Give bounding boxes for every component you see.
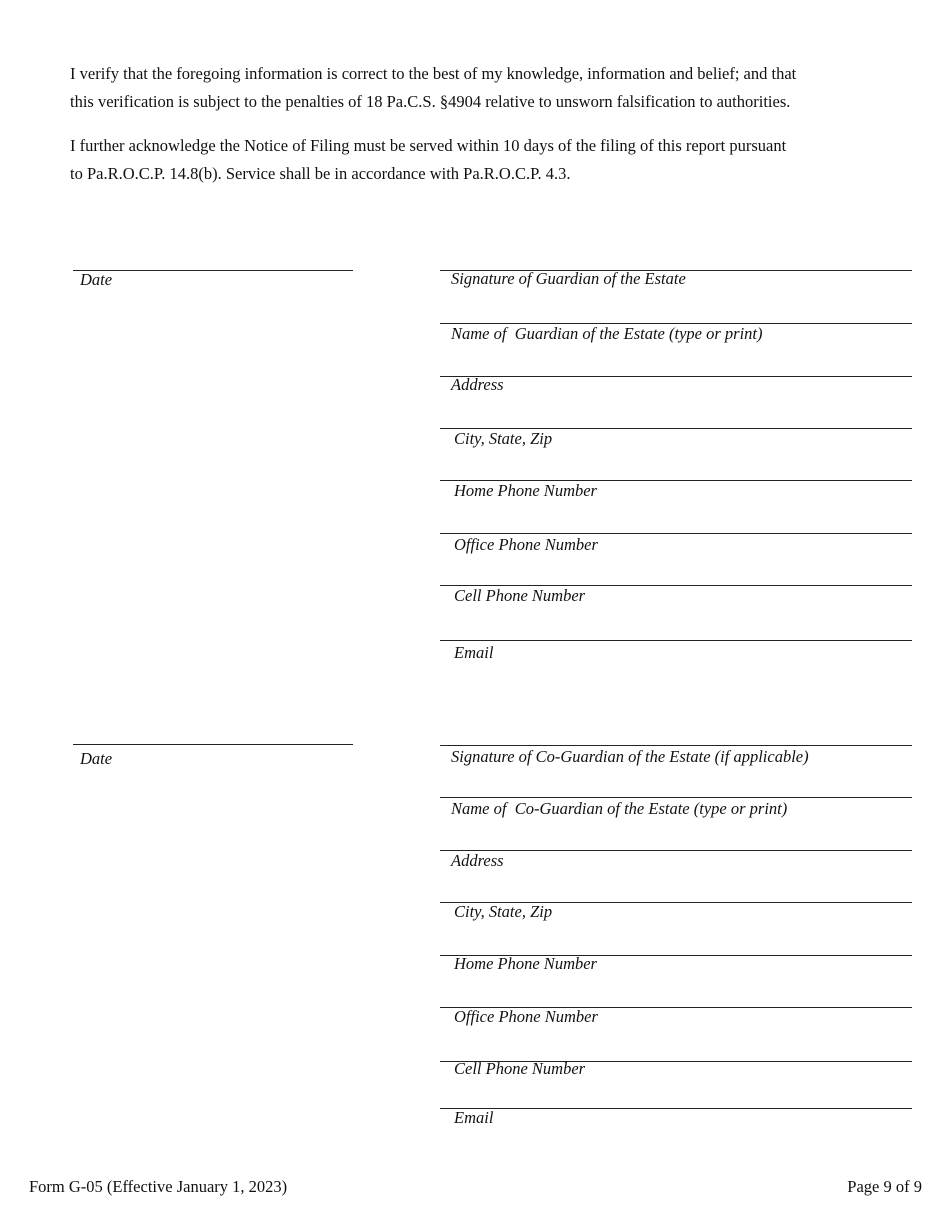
guardian-address-line[interactable]: [440, 376, 912, 377]
guardian-email-line[interactable]: [440, 640, 912, 641]
verification-line-1: I verify that the foregoing information is correct to the best of my knowledge, information and belief; and that: [70, 64, 797, 83]
co-guardian-date-label: Date: [80, 749, 113, 768]
co-guardian-email-line[interactable]: [440, 1108, 912, 1109]
co-guardian-email-label: Email: [454, 1108, 494, 1127]
guardian-cell-phone-label: Cell Phone Number: [454, 586, 586, 605]
co-guardian-signature-line[interactable]: [440, 745, 912, 746]
guardian-date-label: Date: [80, 270, 113, 289]
co-guardian-name-line[interactable]: [440, 797, 912, 798]
co-guardian-office-phone-label: Office Phone Number: [454, 1007, 598, 1026]
co-guardian-city-label: City, State, Zip: [454, 902, 553, 921]
guardian-office-phone-line[interactable]: [440, 533, 912, 534]
co-guardian-date-line[interactable]: [73, 744, 353, 745]
co-guardian-cell-phone-label: Cell Phone Number: [454, 1059, 586, 1078]
guardian-office-phone-label: Office Phone Number: [454, 535, 598, 554]
guardian-name-label: Name of Guardian of the Estate (type or print): [451, 324, 763, 343]
verification-paragraph: [70, 60, 910, 116]
notice-line-2: to Pa.R.O.C.P. 14.8(b). Service shall be in accordance with Pa.R.O.C.P. 4.3.: [70, 164, 571, 183]
notice-line-1: I further acknowledge the Notice of Filing must be served within 10 days of the filing of this report pursuant: [70, 136, 787, 155]
guardian-address-label: Address: [451, 375, 504, 394]
co-guardian-name-label: Name of Co-Guardian of the Estate (type or print): [451, 799, 788, 818]
co-guardian-address-line[interactable]: [440, 850, 912, 851]
verification-line-2: this verification is subject to the penalties of 18 Pa.C.S. §4904 relative to unsworn falsification to authorities.: [70, 92, 791, 111]
page-number: Page 9 of 9: [847, 1177, 922, 1196]
co-guardian-address-label: Address: [451, 851, 504, 870]
co-guardian-home-phone-label: Home Phone Number: [454, 954, 597, 973]
guardian-city-label: City, State, Zip: [454, 429, 553, 448]
co-guardian-signature-label: Signature of Co-Guardian of the Estate (if applicable): [451, 747, 809, 766]
guardian-date-line[interactable]: [73, 270, 353, 271]
guardian-signature-label: Signature of Guardian of the Estate: [451, 269, 686, 288]
notice-paragraph: [70, 132, 910, 188]
form-id: Form G-05 (Effective January 1, 2023): [29, 1177, 288, 1196]
guardian-home-phone-label: Home Phone Number: [454, 481, 597, 500]
guardian-email-label: Email: [454, 643, 494, 662]
